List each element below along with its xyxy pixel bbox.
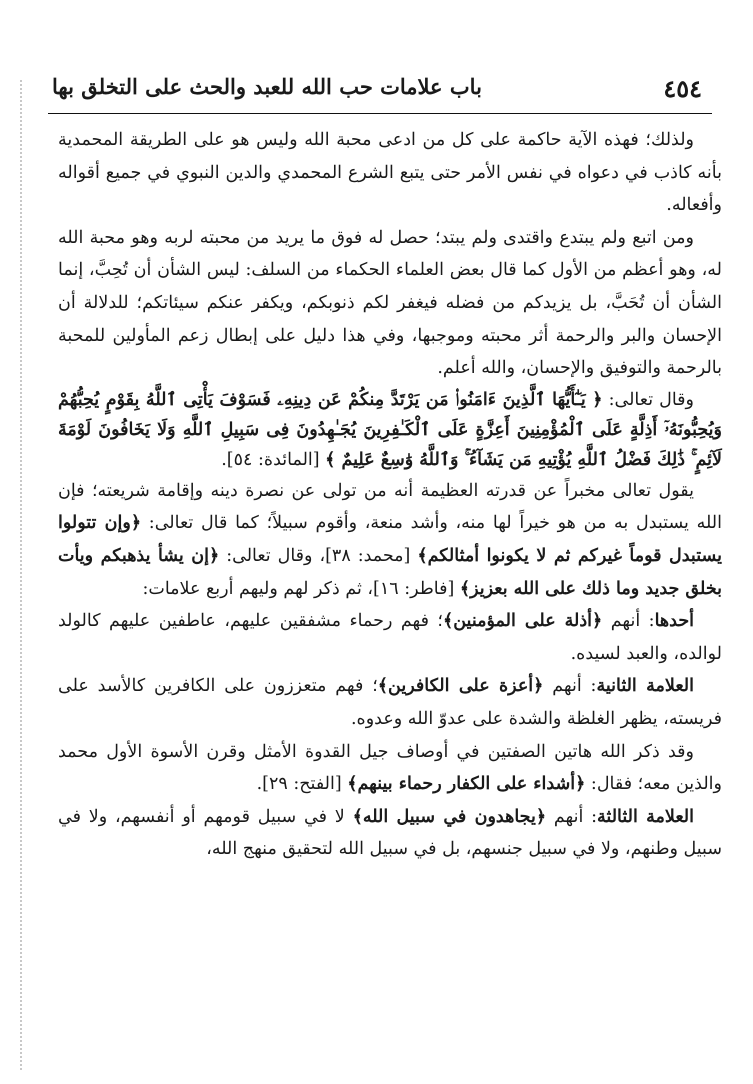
quran-verse: ﴿إن يشأ يذهبكم ويأت بخلق جديد وما ذلك على الله بعزيز﴾ (58, 545, 722, 599)
page-number: ٤٥٤ (663, 74, 702, 103)
text-segment: يقول تعالى مخبراً عن قدرته العظيمة أنه من تولى عن نصرة دينه وإقامة شريعته؛ فإن الله يستبدل به من هو خيراً لها منه، وأشد منعة، وأقوم سبيلاً؛ كما قال تعالى: (58, 480, 723, 534)
header-rule (48, 113, 712, 114)
paragraph (58, 605, 722, 670)
quran-verse: ﴿أعزة على الكافرين﴾ (377, 676, 544, 697)
quran-verse: ﴿ يَـٰٓأَيُّهَا ٱلَّذِينَ ءَامَنُوا۟ مَن يَرْتَدَّ مِنكُمْ عَن دِينِهِۦ فَسَوْفَ يَأْتِى ٱللَّهُ بِقَوْمٍ يُحِبُّهُمْ وَيُحِبُّونَهُۥٓ أَذِلَّةٍ عَلَى ٱلْمُؤْمِنِينَ أَعِزَّةٍ عَلَى ٱلْكَـٰفِرِينَ يُجَـٰهِدُونَ فِى سَبِيلِ ٱللَّهِ وَلَا يَخَافُونَ لَوْمَةَ لَآئِمٍ ۚ ذَٰلِكَ فَضْلُ ٱللَّهِ يُؤْتِيهِ مَن يَشَآءُ ۚ وَٱللَّهُ وَٰسِعٌ عَلِيمٌ ﴾ (58, 389, 722, 470)
verse-reference: [المائدة: ٥٤]. (221, 449, 326, 470)
verse-intro: وقال تعالى: (602, 389, 694, 410)
verse-reference: [فاطر: ١٦]، ثم ذكر لهم وليهم أربع علامات: (142, 578, 460, 599)
quran-verse: ﴿وإن تتولوا يستبدل قوماً غيركم ثم لا يكونوا أمثالكم﴾ (58, 513, 722, 566)
chapter-title: باب علامات حب الله للعبد والحث على التخلق بها (52, 74, 482, 99)
paragraph (58, 670, 722, 735)
paragraph: ولذلك؛ فهذه الآية حاكمة على كل من ادعى محبة الله وليس هو على الطريقة المحمدية بأنه كاذب في دعواه في نفس الأمر حتى يتبع الشرع المحمدي والدين النبوي في جميع أقواله وأفعاله. (58, 130, 722, 216)
sign-heading: العلامة الثالثة (597, 806, 694, 827)
sign-heading: العلامة الثانية (596, 676, 695, 697)
paragraph: ومن اتبع ولم يبتدع واقتدى ولم يبتد؛ حصل له فوق ما يريد من محبته لربه وهو محبة الله له، وهو أعظم من الأول كما قال بعض العلماء الحكماء من السلف: ليس الشأن أن تُحِبَّ، إنما الشأن أن تُحَبَّ، بل يزيدكم من فضله فيغفر لكم ذنوبكم، ويكفر عنكم سيئاتكم؛ للدلالة أن الإحسان والبر والرحمة أثر محبته وموجبها، وفي هذا دليل على إبطال زعم المأولين للمحبة بالرحمة والتوفيق والإحسان، والله أعلم. (58, 227, 722, 379)
text-segment: ؛ فهم متعززون على الكافرين كالأسد على فريسته، يظهر الغلظة والشدة على عدوّ الله وعدوه. (58, 676, 722, 729)
quran-verse: ﴿أذلة على المؤمنين﴾ (442, 611, 603, 632)
quran-paragraph (58, 385, 722, 475)
paragraph (58, 736, 722, 801)
text-segment: : أنهم (543, 676, 597, 697)
sign-heading: أحدها (654, 611, 695, 632)
body-text (58, 124, 722, 866)
binding-margin (20, 80, 22, 1070)
paragraph (58, 475, 722, 605)
quran-verse: ﴿أشداء على الكفار رحماء بينهم﴾ (347, 774, 586, 795)
text-segment: لا في سبيل قومهم أو أنفسهم، ولا في سبيل وطنهم، ولا في سبيل جنسهم، بل في سبيل الله لتحقيق منهج الله، (58, 806, 722, 860)
quran-verse: ﴿يجاهدون في سبيل الله﴾ (352, 806, 547, 827)
text-segment: وقد ذكر الله هاتين الصفتين في أوصاف جيل القدوة الأمثل وقرن الأسوة الأول محمد والذين معه؛ فقال: (58, 741, 722, 795)
text-segment: : أنهم (546, 806, 598, 827)
text-segment: : أنهم (602, 611, 655, 632)
page-header (48, 66, 708, 110)
paragraph (58, 801, 722, 866)
text-segment: ؛ فهم رحماء مشفقين عليهم، عاطفين عليهم كالولد لوالده، والعبد لسيده. (58, 611, 722, 664)
verse-reference: [محمد: ٣٨]، وقال تعالى: (219, 545, 418, 566)
verse-reference: [الفتح: ٢٩]. (256, 774, 348, 795)
